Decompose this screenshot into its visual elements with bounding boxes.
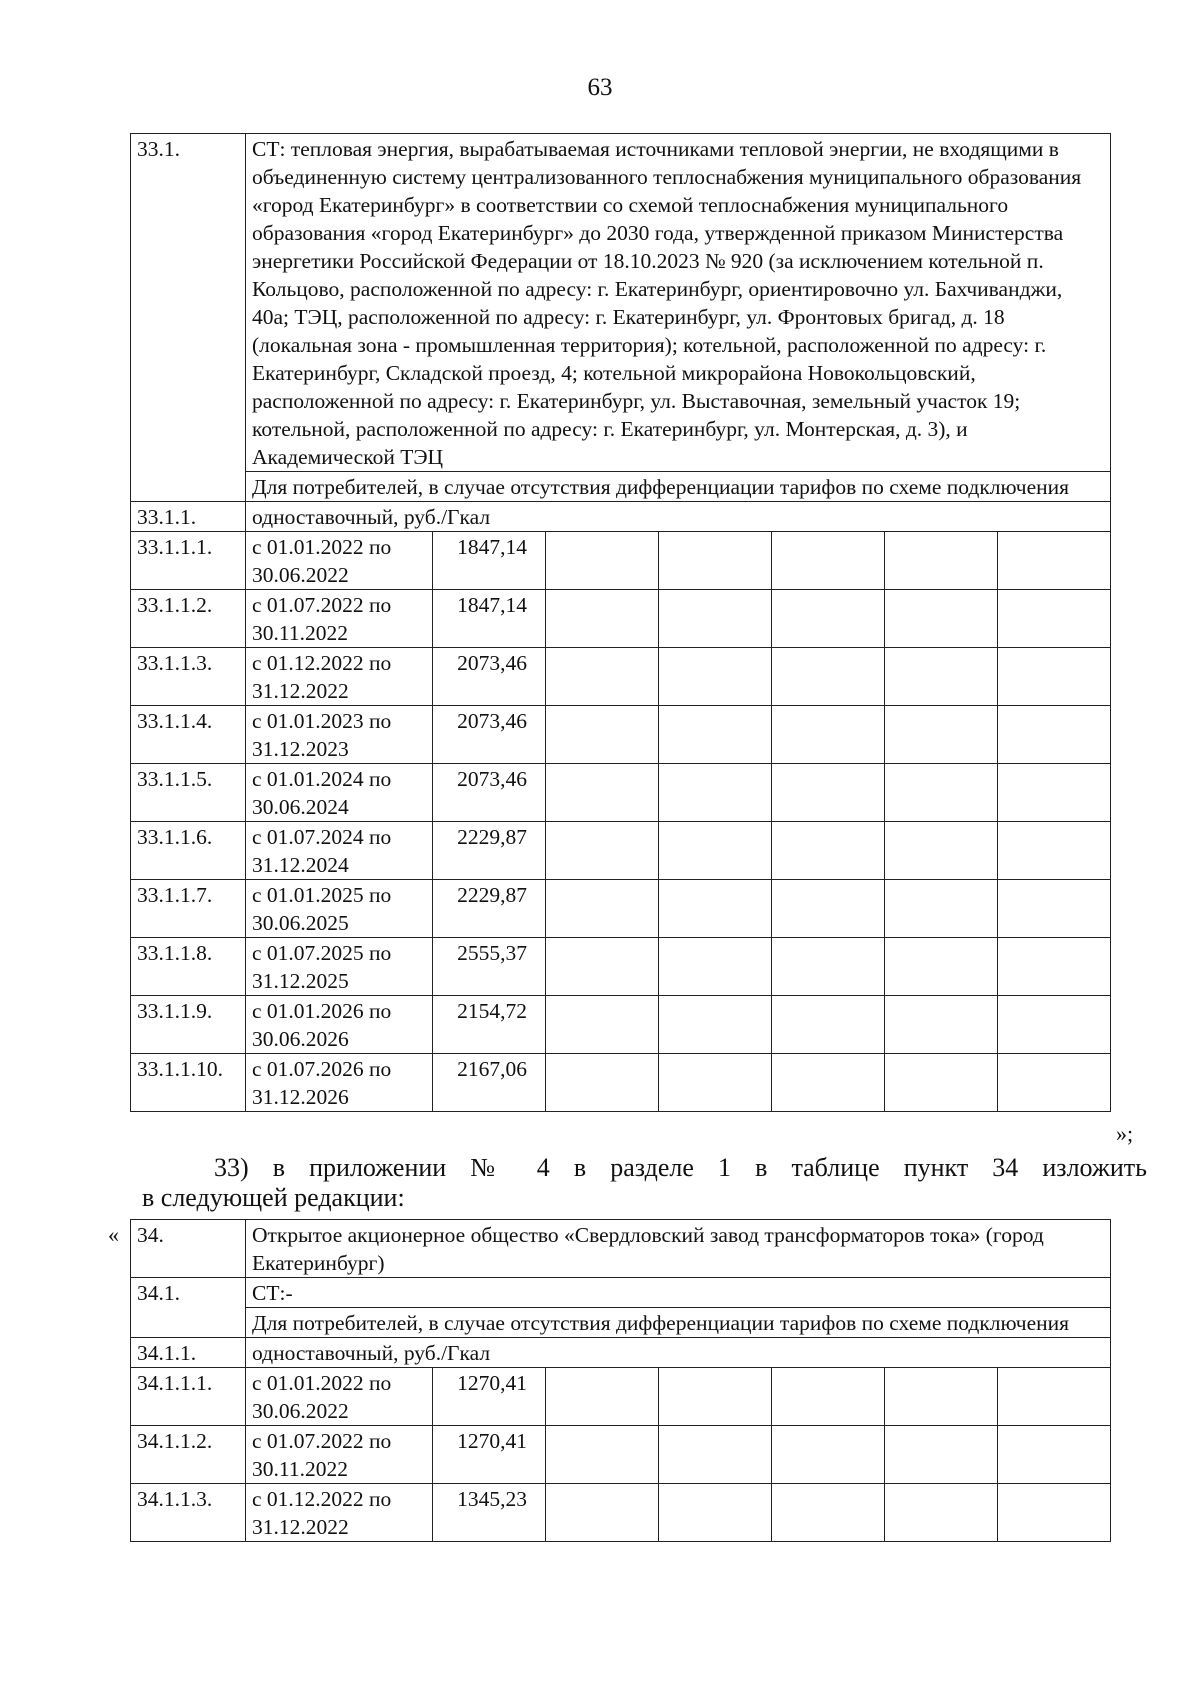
row-period: с 01.12.2022 по 31.12.2022 [246,648,433,706]
empty-cell [885,532,998,590]
row-code: 33.1.1.2. [131,590,246,648]
row-code: 34.1.1.3. [131,1484,246,1542]
row-value: 1847,14 [433,532,546,590]
empty-cell [659,880,772,938]
empty-cell [885,996,998,1054]
empty-cell [772,1426,885,1484]
empty-cell [998,764,1111,822]
row-value: 2073,46 [433,764,546,822]
row-value: 1847,14 [433,590,546,648]
row-value: 2229,87 [433,880,546,938]
table-row [131,1054,1111,1112]
row-code: 34.1. [131,1278,246,1338]
row-period: с 01.07.2026 по 31.12.2026 [246,1054,433,1112]
empty-cell [885,822,998,880]
row-period: с 01.01.2023 по 31.12.2023 [246,706,433,764]
empty-cell [885,648,998,706]
row-org: Открытое акционерное общество «Свердловский завод трансформаторов тока» (город Екатеринбург) [246,1220,1111,1278]
empty-cell [998,822,1111,880]
table-row [131,532,1111,590]
row-period: с 01.12.2022 по 31.12.2022 [246,1484,433,1542]
row-period: с 01.01.2026 по 30.06.2026 [246,996,433,1054]
table-row [131,764,1111,822]
empty-cell [546,532,659,590]
empty-cell [659,764,772,822]
table-row [131,1220,1111,1278]
tariff-table-33 [130,133,1111,1112]
row-code: 33.1.1.9. [131,996,246,1054]
empty-cell [772,938,885,996]
empty-cell [546,1426,659,1484]
empty-cell [546,590,659,648]
empty-cell [998,590,1111,648]
empty-cell [885,1368,998,1426]
row-code: 33.1. [131,134,246,502]
table-row [131,1426,1111,1484]
empty-cell [546,764,659,822]
empty-cell [885,1054,998,1112]
empty-cell [772,764,885,822]
row-code: 33.1.1.4. [131,706,246,764]
empty-cell [772,1368,885,1426]
empty-cell [998,706,1111,764]
table-row [131,1338,1111,1368]
table-row [131,996,1111,1054]
row-code: 33.1.1. [131,502,246,532]
table-rows-33 [131,532,1111,1112]
table-row [131,590,1111,648]
empty-cell [659,648,772,706]
empty-cell [772,822,885,880]
row-period: с 01.01.2022 по 30.06.2022 [246,532,433,590]
empty-cell [998,1054,1111,1112]
empty-cell [546,880,659,938]
empty-cell [546,938,659,996]
empty-cell [885,706,998,764]
empty-cell [659,1368,772,1426]
table-row [131,1368,1111,1426]
empty-cell [772,1484,885,1542]
empty-cell [546,648,659,706]
row-value: 1345,23 [433,1484,546,1542]
row-consumers: Для потребителей, в случае отсутствия дифференциации тарифов по схеме подключения [246,1308,1111,1338]
table-row [131,706,1111,764]
row-value: 2073,46 [433,706,546,764]
empty-cell [659,1484,772,1542]
empty-cell [659,1054,772,1112]
empty-cell [998,1368,1111,1426]
row-description: СТ: тепловая энергия, вырабатываемая источниками тепловой энергии, не входящими в объединенную систему централизованного теплоснабжения муниципального образования «город Екатеринбург» в соответствии со схемой теплоснабжения муниципального образования «город Екатеринбург» до 2030 года, утвержденной приказом Министерства энергетики Российской Федерации от 18.10.2023 № 920 (за исключением котельной п. Кольцово, расположенной по адресу: г. Екатеринбург, ориентировочно ул. Бахчиванджи, 40а; ТЭЦ, расположенной по адресу: г. Екатеринбург, ул. Фронтовых бригад, д. 18 (локальная зона - промышленная территория); котельной, расположенной по адресу: г. Екатеринбург, Складской проезд, 4; котельной микрорайона Новокольцовский, расположенной по адресу: г. Екатеринбург, ул. Выставочная, земельный участок 19; котельной, расположенной по адресу: г. Екатеринбург, ул. Монтерская, д. 3), и Академической ТЭЦ [246,134,1111,472]
empty-cell [772,1054,885,1112]
row-value: 2167,06 [433,1054,546,1112]
empty-cell [998,532,1111,590]
table-row [131,134,1111,472]
row-period: с 01.07.2022 по 30.11.2022 [246,590,433,648]
empty-cell [546,822,659,880]
amendment-paragraph [142,1153,1147,1213]
empty-cell [998,648,1111,706]
empty-cell [659,996,772,1054]
empty-cell [659,938,772,996]
row-period: с 01.01.2025 по 30.06.2025 [246,880,433,938]
empty-cell [998,1426,1111,1484]
empty-cell [772,996,885,1054]
row-consumers: Для потребителей, в случае отсутствия дифференциации тарифов по схеме подключения [246,472,1111,502]
row-value: 2229,87 [433,822,546,880]
row-code: 33.1.1.7. [131,880,246,938]
empty-cell [546,996,659,1054]
empty-cell [772,880,885,938]
table-row [131,1278,1111,1308]
page-number: 63 [587,74,613,101]
row-subtitle: одноставочный, руб./Гкал [246,1338,1111,1368]
row-code: 33.1.1.10. [131,1054,246,1112]
empty-cell [885,764,998,822]
table-row [131,502,1111,532]
empty-cell [998,938,1111,996]
table-row [131,1308,1111,1338]
row-code: 34.1.1.2. [131,1426,246,1484]
row-value: 2073,46 [433,648,546,706]
row-code: 33.1.1.6. [131,822,246,880]
empty-cell [885,590,998,648]
empty-cell [659,706,772,764]
empty-cell [998,880,1111,938]
empty-cell [546,706,659,764]
row-period: с 01.07.2025 по 31.12.2025 [246,938,433,996]
empty-cell [659,1426,772,1484]
empty-cell [885,1484,998,1542]
row-value: 2154,72 [433,996,546,1054]
empty-cell [998,1484,1111,1542]
row-value: 1270,41 [433,1426,546,1484]
row-code: 33.1.1.1. [131,532,246,590]
empty-cell [546,1484,659,1542]
row-value: 2555,37 [433,938,546,996]
row-period: с 01.01.2024 по 30.06.2024 [246,764,433,822]
row-value: 1270,41 [433,1368,546,1426]
empty-cell [546,1054,659,1112]
empty-cell [885,1426,998,1484]
table-row [131,1484,1111,1542]
empty-cell [772,648,885,706]
empty-cell [659,822,772,880]
empty-cell [998,996,1111,1054]
amendment-line: 33) в приложении № 4 в разделе 1 в таблице пункт 34 изложить [214,1153,1147,1182]
row-code: 34. [131,1220,246,1278]
empty-cell [772,706,885,764]
row-code: 33.1.1.3. [131,648,246,706]
opening-quote: « [108,1222,119,1247]
amendment-line: в следующей редакции: [142,1183,405,1212]
row-code: 34.1.1. [131,1338,246,1368]
empty-cell [885,880,998,938]
closing-quote: »; [1116,1121,1134,1146]
row-code: 33.1.1.5. [131,764,246,822]
table-row [131,472,1111,502]
empty-cell [659,532,772,590]
row-code: 34.1.1.1. [131,1368,246,1426]
row-code: 33.1.1.8. [131,938,246,996]
row-subtitle: одноставочный, руб./Гкал [246,502,1111,532]
table-row [131,648,1111,706]
table-row [131,822,1111,880]
row-period: с 01.07.2022 по 30.11.2022 [246,1426,433,1484]
table-row [131,880,1111,938]
empty-cell [772,590,885,648]
empty-cell [659,590,772,648]
table-rows-34 [131,1368,1111,1542]
tariff-table-34 [130,1219,1111,1542]
empty-cell [546,1368,659,1426]
row-period: с 01.07.2024 по 31.12.2024 [246,822,433,880]
row-st: СТ:- [246,1278,1111,1308]
row-period: с 01.01.2022 по 30.06.2022 [246,1368,433,1426]
empty-cell [885,938,998,996]
table-row [131,938,1111,996]
empty-cell [772,532,885,590]
